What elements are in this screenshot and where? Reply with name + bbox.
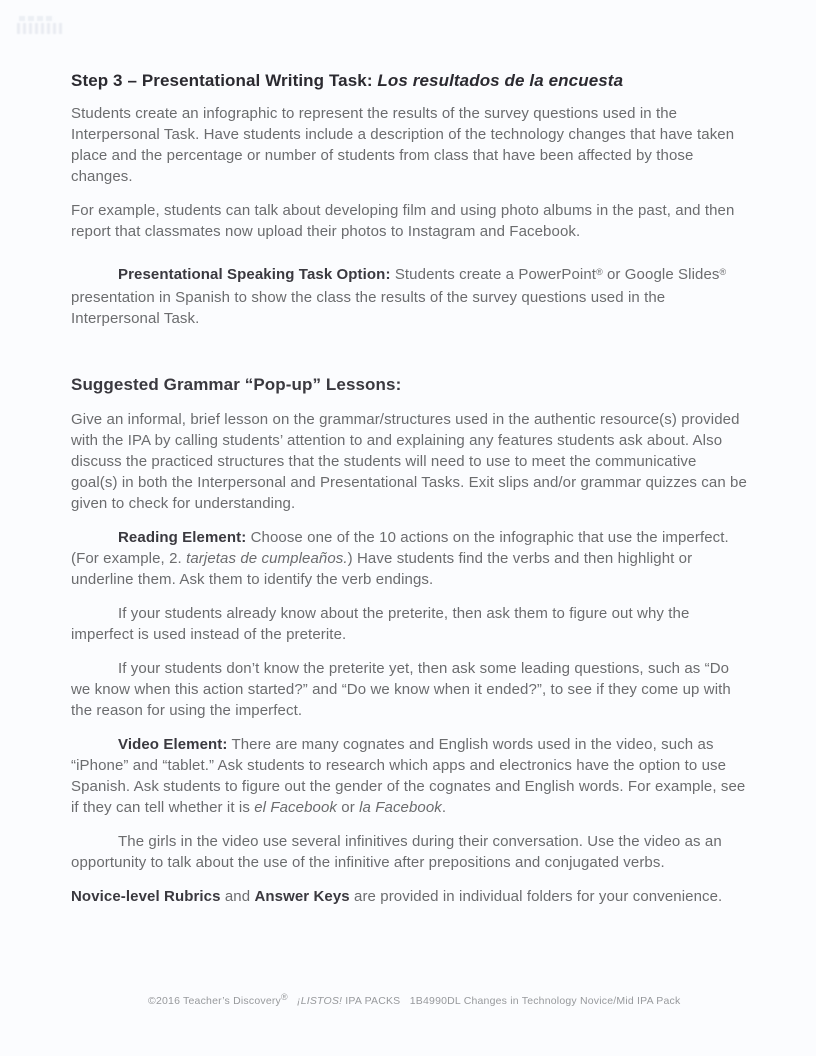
text-run: Answer Keys [254,888,350,905]
grammar-lessons-heading [71,373,747,396]
text-run: ©2016 Teacher’s Discovery [148,995,281,1007]
text-run: ¡LISTOS! [297,995,343,1007]
text-run: and [220,888,255,905]
text-run: Choose one of the 10 actions on the infographic that use the imperfect. (For example, 2. [71,529,729,567]
text-run: are provided in individual folders for your convenience. [349,888,723,905]
text-run: Presentational Speaking Task Option: [118,266,391,283]
paragraph-reading-element [71,527,747,590]
text-run: Give an informal, brief lesson on the grammar/structures used in the authentic resource(s) provided with the IPA by calling students’ attention to and explaining any features students ask about. Also discuss the practiced structures that the students will need to use to meet the communicative goal(s) in both the Interpersonal and Presentational Tasks. Exit slips and/or grammar quizzes can be given to check for understanding. [71,411,747,512]
text-run: Step 3 – Presentational Writing Task: [71,71,378,90]
text-run: The girls in the video use several infinitives during their conversation. Use the video as an opportunity to talk about the use of the infinitive after prepositions and conjugated verbs. [71,833,722,871]
paragraph-preterite-unknown [71,658,747,721]
text-run: Video Element: [118,736,228,753]
text-run: Students create an infographic to represent the results of the survey questions used in the Interpersonal Task. Have students include a description of the technology changes that have taken place and the percentage or number of students from class that have been affected by those changes. [71,105,735,185]
paragraph-infographic [71,103,747,187]
text-run: If your students already know about the preterite, then ask them to figure out why the imperfect is used instead of the preterite. [71,605,690,643]
text-run: . [441,799,447,816]
paragraph-rubrics-keys [71,886,747,907]
text-run: ) Have students find the verbs and then highlight or underline them. Ask them to identify the verb endings. [71,550,693,588]
paragraph-speaking-task-option [71,264,747,329]
paragraph-example [71,200,747,242]
paragraph-preterite-known [71,603,747,645]
text-run: For example, students can talk about developing film and using photo albums in the past, and then report that classmates now upload their photos to Instagram and Facebook. [71,202,735,240]
text-run: or [337,799,360,816]
text-run: or Google Slides [602,266,720,283]
paragraph-infinitives [71,831,747,873]
text-run: la Facebook [359,799,442,816]
text-run: Novice-level Rubrics [71,888,221,905]
text-run: el Facebook [254,799,338,816]
registered-mark: ® [596,266,603,277]
page-corner-artifact [17,16,63,34]
registered-mark: ® [281,991,288,1002]
artifact-smudge-bottom [17,23,63,34]
step3-heading [71,69,747,92]
text-run: If your students don’t know the preterite yet, then ask some leading questions, such as “Do we know when this action started?” and “Do we know when it ended?”, to see if they come up with the reason for using the imperfect. [71,660,731,719]
text-run: IPA PACKS 1B4990DL Changes in Technology Novice/Mid IPA Pack [342,995,681,1007]
paragraph-grammar-intro [71,409,747,514]
text-run: Suggested Grammar “Pop-up” Lessons: [71,375,402,394]
text-run: Reading Element: [118,529,247,546]
page-footer-text [148,991,681,1007]
text-run: tarjetas de cumpleaños. [186,550,348,567]
text-run: presentation in Spanish to show the class the results of the survey questions used in the Interpersonal Task. [71,289,666,327]
registered-mark: ® [719,266,727,277]
paragraph-video-element [71,734,747,818]
text-run: Los resultados de la encuesta [377,71,624,90]
text-run: Students create a PowerPoint [390,266,597,283]
artifact-smudge-top [19,16,55,21]
text-run: There are many cognates and English words used in the video, such as “iPhone” and “tablet.” Ask students to research which apps and electronics have the option to use Spanish. Ask students to figure out the gender of the cognates and English words. For example, see if they can tell whether it is [71,736,746,816]
document-body [71,0,747,920]
text-run [288,995,297,1007]
page-footer [0,980,816,1022]
